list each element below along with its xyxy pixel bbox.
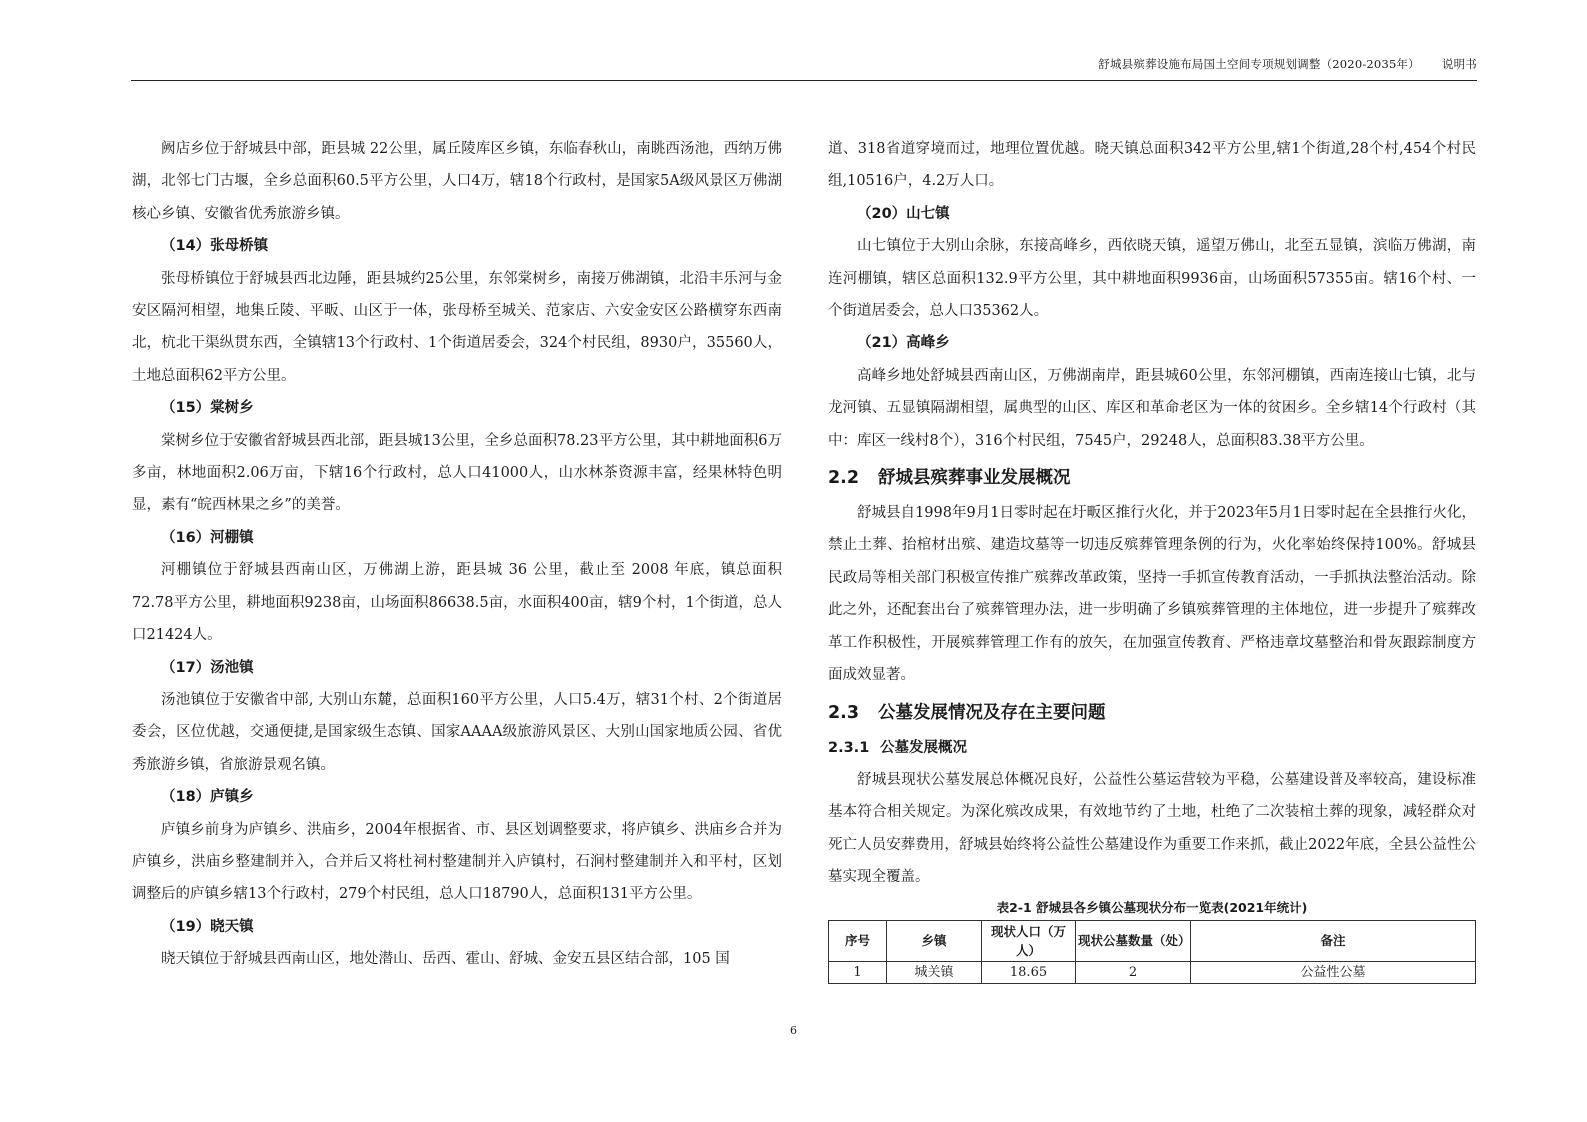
paragraph-tangshu: 棠树乡位于安徽省舒城县西北部，距县城13公里，全乡总面积78.23平方公里，其中耕地面积6万多亩，林地面积2.06万亩，下辖16个行政村，总人口41000人，山水林茶资源丰富，经果林特色明显，素有“皖西林果之乡”的美誉。 <box>132 432 782 514</box>
heading-gaofeng: （21）高峰乡 <box>857 335 950 352</box>
paragraph-shanqi: 山七镇位于大别山余脉，东接高峰乡，西依晓天镇，遥望万佛山，北至五显镇，滨临万佛湖，南连河棚镇，辖区总面积132.9平方公里，其中耕地面积9936亩，山场面积57355亩。辖16个村、一个街道居委会，总人口35362人。 <box>828 238 1476 320</box>
heading-tangshu: （15）棠树乡 <box>161 400 254 417</box>
subsection-number: 2.3.1 <box>828 739 870 756</box>
header-title: 舒城县殡葬设施布局国土空间专项规划调整（2020-2035年） <box>1098 57 1420 71</box>
paragraph-xiaotian: 晓天镇位于舒城县西南山区，地处潜山、岳西、霍山、舒城、金安五县区结合部，105 国 <box>161 951 730 968</box>
paragraph-tangchi: 汤池镇位于安徽省中部, 大别山东麓，总面积160平方公里，人口5.4万，辖31个村、2个街道居委会，区位优越，交通便捷,是国家级生态镇、国家AAAA级旅游风景区、大别山国家地质公园、省优秀旅游乡镇，省旅游景观名镇。 <box>132 691 782 773</box>
paragraph-cemetery-overview: 舒城县现状公墓发展总体概况良好，公益性公墓运营较为平稳，公墓建设普及率较高，建设标准基本符合相关规定。为深化殡改成果，有效地节约了土地，杜绝了二次装棺土葬的现象，减轻群众对死亡人员安葬费用，舒城县始终将公益性公墓建设作为重要工作来抓，截止2022年底，全县公益性公墓实现全覆盖。 <box>828 771 1476 886</box>
section-number: 2.3 <box>828 702 860 723</box>
section-title: 舒城县殡葬事业发展概况 <box>878 468 1071 489</box>
heading-shanqi: （20）山七镇 <box>857 205 950 222</box>
section-number: 2.2 <box>828 468 860 489</box>
table-header-row <box>829 920 1476 961</box>
header-remarks: 备注 <box>1191 920 1476 961</box>
heading-tangchi: （17）汤池镇 <box>161 659 254 676</box>
heading-xiaotian: （19）晓天镇 <box>161 918 254 935</box>
paragraph-gaofeng: 高峰乡地处舒城县西南山区，万佛湖南岸，距县城60公里，东邻河棚镇，西南连接山七镇，北与龙河镇、五显镇隔湖相望，属典型的山区、库区和革命老区为一体的贫困乡。全乡辖14个行政村（其中：库区一线村8个），316个村民组，7545户，29248人，总面积83.38平方公里。 <box>828 367 1476 449</box>
paragraph-xiaotian-continued: 道、318省道穿境而过，地理位置优越。晓天镇总面积342平方公里,辖1个街道,28个村,454个村民组,10516户，4.2万人口。 <box>828 141 1476 190</box>
header-doc-type: 说明书 <box>1441 57 1477 71</box>
section-heading-2-2 <box>828 461 1476 495</box>
heading-luzhen: （18）庐镇乡 <box>161 789 254 806</box>
paragraph-luzhen: 庐镇乡前身为庐镇乡、洪庙乡，2004年根据省、市、县区划调整要求，将庐镇乡、洪庙乡合并为庐镇乡，洪庙乡整建制并入，合并后又将杜祠村整建制并入庐镇村，石涧村整建制并入和平村，区划调整后的庐镇乡辖13个行政村，279个村民组，总人口18790人，总面积131平方公里。 <box>132 821 782 903</box>
page-number: 6 <box>790 1024 797 1037</box>
heading-zhangmuqiao: （14）张母桥镇 <box>161 238 269 255</box>
cell-town: 城关镇 <box>887 961 982 983</box>
paragraph-hepeng: 河棚镇位于舒城县西南山区，万佛湖上游，距县城 36 公里，截止至 2008 年底，镇总面积 72.78平方公里，耕地面积9238亩，山场面积86638.5亩，水面积400亩，辖9个村，1个街道，总人口21424人。 <box>132 562 782 644</box>
header-town: 乡镇 <box>887 920 982 961</box>
cemetery-table <box>828 920 1476 984</box>
section-heading-2-3 <box>828 696 1476 730</box>
header-cemetery-count: 现状公墓数量（处） <box>1076 920 1191 961</box>
table-row <box>829 961 1476 983</box>
page-header <box>131 52 1477 81</box>
cell-seq: 1 <box>829 961 887 983</box>
header-text <box>1098 56 1477 72</box>
heading-hepeng: （16）河棚镇 <box>161 529 254 546</box>
paragraph-funeral-overview: 舒城县自1998年9月1日零时起在圩畈区推行火化，并于2023年5月1日零时起在全县推行火化，禁止土葬、抬棺材出殡、建造坟墓等一切违反殡葬管理条例的行为，火化率始终保持100%。舒城县民政局等相关部门积极宣传推广殡葬改革政策，坚持一手抓宣传教育活动，一手抓执法整治活动。除此之外，还配套出台了殡葬管理办法，进一步明确了乡镇殡葬管理的主体地位，进一步提升了殡葬改革工作积极性，开展殡葬管理工作有的放矢，在加强宣传教育、严格违章坟墓整治和骨灰跟踪制度方面成效显著。 <box>828 505 1476 684</box>
section-title: 公墓发展情况及存在主要问题 <box>878 702 1106 723</box>
header-population: 现状人口（万人） <box>982 920 1076 961</box>
table-caption: 表2-1 舒城县各乡镇公墓现状分布一览表(2021年统计) <box>996 899 1308 915</box>
right-column <box>828 133 1476 984</box>
paragraph-zhangmuqiao: 张母桥镇位于舒城县西北边陲，距县城约25公里，东邻棠树乡，南接万佛湖镇，北沿丰乐河与金安区隔河相望，地集丘陵、平畈、山区于一体，张母桥至城关、范家店、六安金安区公路横穿东西南北，杭北干渠纵贯东西，全镇辖13个行政村、1个街道居委会，324个村民组，8930户，35560人，土地总面积62平方公里。 <box>132 270 782 384</box>
subsection-title: 公墓发展概况 <box>880 739 967 756</box>
cell-cemetery-count: 2 <box>1076 961 1191 983</box>
paragraph-quedian: 阙店乡位于舒城县中部，距县城 22公里，属丘陵库区乡镇，东临春秋山，南眺西汤池，西纳万佛湖，北邻七门古堰，全乡总面积60.5平方公里，人口4万，辖18个行政村，是国家5A级风景区万佛湖核心乡镇、安徽省优秀旅游乡镇。 <box>132 141 782 222</box>
left-column <box>132 133 782 976</box>
header-seq: 序号 <box>829 920 887 961</box>
cell-population: 18.65 <box>982 961 1076 983</box>
cell-remarks: 公益性公墓 <box>1191 961 1476 983</box>
subsection-heading-2-3-1 <box>828 732 1476 764</box>
